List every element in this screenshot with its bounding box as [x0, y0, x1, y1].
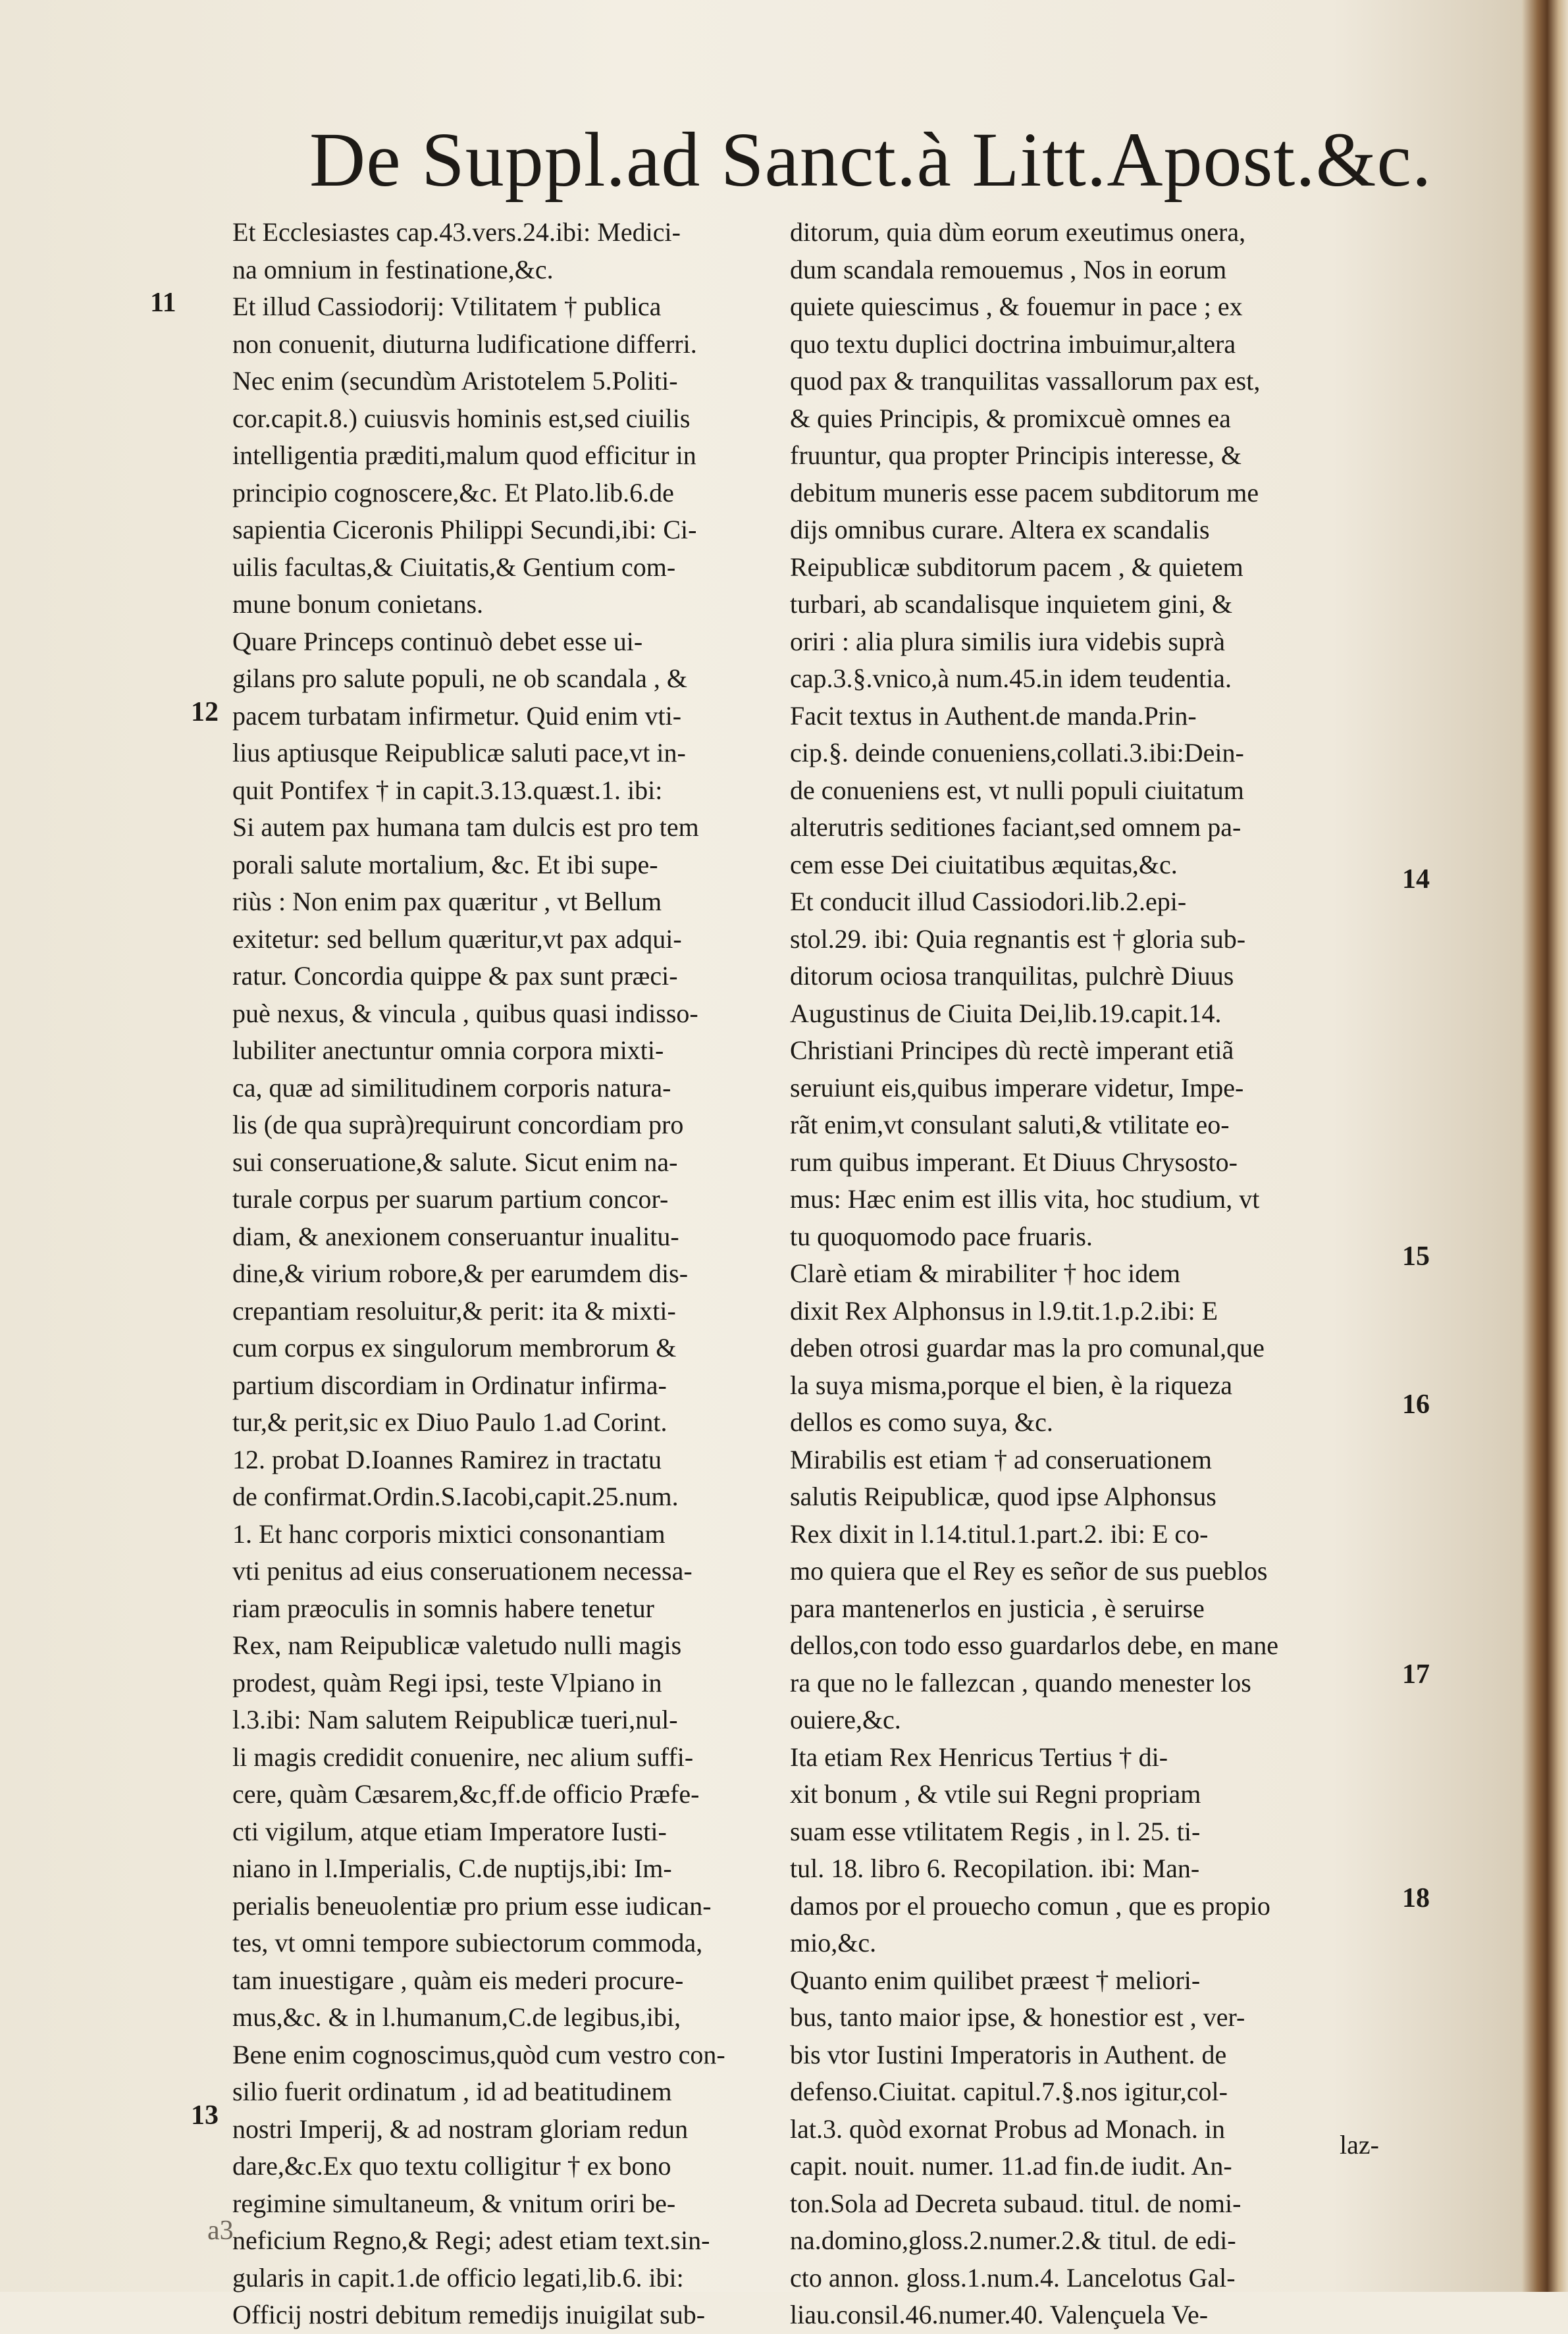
text-line: suam esse vtilitatem Regis , in l. 25. ti- — [790, 1816, 1201, 1846]
text-line: mune bonum conietans. — [232, 589, 484, 619]
text-line: stol.29. ibi: Quia regnantis est † gloria sub- — [790, 923, 1246, 954]
margin-number-18: 18 — [1402, 1883, 1430, 1913]
text-line: mus: Hæc enim est illis vita, hoc studium, vt — [790, 1184, 1260, 1214]
text-line: l.3.ibi: Nam salutem Reipublicæ tueri,nul- — [232, 1705, 678, 1734]
margin-number-17: 17 — [1402, 1659, 1430, 1690]
text-line: Mirabilis est etiam † ad conseruationem — [790, 1444, 1212, 1474]
text-line: cti vigilum, atque etiam Imperatore Iusti- — [232, 1816, 667, 1846]
page-header-title: De Suppl.ad Sanct.à Litt.Apost.&c. — [309, 117, 1432, 203]
text-line: fruuntur, qua propter Principis interesse, & — [790, 440, 1242, 470]
text-line: damos por el prouecho comun , que es propio — [790, 1890, 1270, 1921]
left-text-column — [232, 214, 812, 2334]
book-spine-shadow — [1522, 0, 1568, 2292]
text-line: tam inuestigare , quàm eis mederi procure- — [232, 1965, 684, 1995]
text-line: crepantiam resoluitur,& perit: ita & mixti- — [232, 1295, 676, 1326]
text-line: la suya misma,porque el bien, è la riqueza — [790, 1370, 1232, 1400]
text-line: prodest, quàm Regi ipsi, teste Vlpiano in — [232, 1667, 662, 1698]
text-line: Bene enim cognoscimus,quòd cum vestro con- — [232, 2039, 725, 2069]
text-line: vti penitus ad eius conseruationem necessa- — [232, 1556, 693, 1586]
text-line: cere, quàm Cæsarem,&c,ff.de officio Præfe- — [232, 1779, 700, 1809]
text-line: riùs : Non enim pax quæritur , vt Bellum — [232, 887, 662, 916]
right-text-column — [790, 214, 1392, 2334]
text-line: tul. 18. libro 6. Recopilation. ibi: Man- — [790, 1854, 1200, 1883]
text-line: non conuenit, diuturna ludificatione differri. — [232, 328, 697, 359]
margin-number-16: 16 — [1402, 1389, 1430, 1420]
text-line: Officij nostri debitum remedijs inuigilat sub- — [232, 2300, 706, 2329]
text-line: na omnium in festinatione,&c. — [232, 254, 554, 284]
text-line: 12. probat D.Ioannes Ramirez in tractatu — [232, 1444, 662, 1474]
text-line: silio fuerit ordinatum , id ad beatitudinem — [232, 2077, 672, 2106]
text-line: liau.consil.46.numer.40. Valençuela Ve- — [790, 2300, 1209, 2329]
text-line: neficium Regno,& Regi; adest etiam text.sin- — [232, 2225, 710, 2255]
text-line: de confirmat.Ordin.S.Iacobi,capit.25.num. — [232, 1482, 679, 1511]
text-line: tu quoquomodo pace fruaris. — [790, 1221, 1093, 1251]
text-line: pacem turbatam infirmetur. Quid enim vti- — [232, 700, 682, 731]
text-line: 1. Et hanc corporis mixtici consonantiam — [232, 1518, 666, 1549]
text-line: alterutris seditiones faciant,sed omnem pa- — [790, 812, 1241, 842]
text-line: perialis beneuolentiæ pro prium esse iudican- — [232, 1890, 712, 1921]
text-line: Reipublicæ subditorum pacem , & quietem — [790, 552, 1243, 582]
text-line: debitum muneris esse pacem subditorum me — [790, 477, 1259, 507]
text-line: para mantenerlos en justicia , è seruirse — [790, 1593, 1205, 1623]
text-line: oriri : alia plura similis iura videbis suprà — [790, 626, 1225, 656]
text-line: cor.capit.8.) cuiusvis hominis est,sed ciuilis — [232, 403, 691, 433]
text-line: bus, tanto maior ipse, & honestior est , ver- — [790, 2002, 1245, 2032]
text-line: sui conseruatione,& salute. Sicut enim na- — [232, 1147, 678, 1177]
text-line: turale corpus per suarum partium concor- — [232, 1184, 669, 1214]
text-line: Quare Princeps continuò debet esse ui- — [232, 626, 643, 656]
text-line: Si autem pax humana tam dulcis est pro tem — [232, 812, 699, 842]
text-line: tur,& perit,sic ex Diuo Paulo 1.ad Corint. — [232, 1407, 667, 1437]
text-line: Christiani Principes dù rectè imperant etiã — [790, 1035, 1234, 1065]
text-line: ratur. Concordia quippe & pax sunt præci- — [232, 961, 678, 991]
margin-number-15: 15 — [1402, 1241, 1430, 1272]
text-line: dellos es como suya, &c. — [790, 1407, 1053, 1437]
text-line: sapientia Ciceronis Philippi Secundi,ibi: Ci- — [232, 515, 697, 544]
text-line: lis (de qua suprà)requirunt concordiam pro — [232, 1110, 684, 1139]
text-line: cem esse Dei ciuitatibus æquitas,&c. — [790, 849, 1178, 879]
text-line: porali salute mortalium, &c. Et ibi supe- — [232, 849, 658, 879]
margin-number-12: 12 — [191, 697, 219, 727]
text-line: quo textu duplici doctrina imbuimur,altera — [790, 328, 1236, 359]
text-line: quit Pontifex † in capit.3.13.quæst.1. ibi: — [232, 775, 663, 805]
text-line: de conueniens est, vt nulli populi ciuitatum — [790, 775, 1244, 805]
text-line: cto annon. gloss.1.num.4. Lancelotus Gal- — [790, 2262, 1236, 2293]
text-line: na.domino,gloss.2.numer.2.& titul. de edi- — [790, 2225, 1236, 2255]
text-line: mio,&c. — [790, 1928, 877, 1958]
text-line: xit bonum , & vtile sui Regni propriam — [790, 1779, 1201, 1809]
text-line: salutis Reipublicæ, quod ipse Alphonsus — [790, 1482, 1216, 1511]
text-line: puè nexus, & vincula , quibus quasi indisso- — [232, 998, 698, 1028]
text-line: ditorum ociosa tranquilitas, pulchrè Diuus — [790, 961, 1234, 991]
text-line: deben otrosi guardar mas la pro comunal,que — [790, 1333, 1265, 1362]
text-line: lius aptiusque Reipublicæ saluti pace,vt in- — [232, 738, 686, 767]
text-line: Quanto enim quilibet præest † meliori- — [790, 1965, 1201, 1995]
margin-number-14: 14 — [1402, 864, 1430, 895]
text-line: principio cognoscere,&c. Et Plato.lib.6.de — [232, 477, 674, 507]
text-line: lubiliter anectuntur omnia corpora mixti- — [232, 1035, 664, 1065]
text-line: capit. nouit. numer. 11.ad fin.de iudit. An- — [790, 2151, 1232, 2181]
text-line: Et conducit illud Cassiodori.lib.2.epi- — [790, 887, 1187, 916]
text-line: nostri Imperij, & ad nostram gloriam redun — [232, 2114, 689, 2144]
text-line: dare,&c.Ex quo textu colligitur † ex bono — [232, 2151, 671, 2181]
text-line: bis vtor Iustini Imperatoris in Authent. de — [790, 2039, 1227, 2069]
text-line: seruiunt eis,quibus imperare videtur, Impe- — [790, 1072, 1244, 1102]
text-line: riam præoculis in somnis habere tenetur — [232, 1593, 654, 1623]
text-line: Ita etiam Rex Henricus Tertius † di- — [790, 1742, 1168, 1772]
text-line: ditorum, quia dùm eorum exeutimus onera, — [790, 217, 1246, 247]
text-line: ca, quæ ad similitudinem corporis natura- — [232, 1072, 671, 1102]
text-line: & quies Principis, & promixcuè omnes ea — [790, 403, 1231, 433]
text-line: Rex dixit in l.14.titul.1.part.2. ibi: E co- — [790, 1518, 1209, 1549]
text-line: gularis in capit.1.de officio legati,lib.6. ibi: — [232, 2262, 684, 2293]
signature-mark: a3 — [207, 2216, 234, 2246]
text-line: exitetur: sed bellum quæritur,vt pax adqui- — [232, 923, 682, 954]
text-line: ton.Sola ad Decreta subaud. titul. de nomi- — [790, 2188, 1241, 2218]
margin-number-13: 13 — [191, 2100, 219, 2131]
text-line: tes, vt omni tempore subiectorum commoda, — [232, 1928, 703, 1958]
text-line: Facit textus in Authent.de manda.Prin- — [790, 700, 1197, 731]
text-line: Augustinus de Ciuita Dei,lib.19.capit.14. — [790, 998, 1222, 1028]
text-line: gilans pro salute populi, ne ob scandala , & — [232, 663, 687, 693]
text-line: rãt enim,vt consulant saluti,& vtilitate eo- — [790, 1110, 1230, 1139]
text-line: quiete quiescimus , & fouemur in pace ; ex — [790, 292, 1243, 321]
text-line: turbari, ab scandalisque inquietem gini, & — [790, 589, 1233, 619]
text-line: quod pax & tranquilitas vassallorum pax est, — [790, 366, 1261, 396]
text-line: defenso.Ciuitat. capitul.7.§.nos igitur,col- — [790, 2077, 1228, 2106]
text-line: cap.3.§.vnico,à num.45.in idem teudentia. — [790, 663, 1232, 693]
text-line: li magis credidit conuenire, nec alium suffi- — [232, 1742, 694, 1772]
text-line: Et illud Cassiodorij: Vtilitatem † publica — [232, 292, 662, 321]
text-line: lat.3. quòd exornat Probus ad Monach. in — [790, 2114, 1225, 2144]
margin-number-11: 11 — [150, 288, 176, 318]
text-line: niano in l.Imperialis, C.de nuptijs,ibi: Im- — [232, 1854, 672, 1883]
text-line: partium discordiam in Ordinatur infirma- — [232, 1370, 667, 1400]
catchword: laz- — [1340, 2130, 1379, 2160]
text-line: uilis facultas,& Ciuitatis,& Gentium com- — [232, 552, 676, 582]
text-line: rum quibus imperant. Et Diuus Chrysosto- — [790, 1147, 1238, 1177]
text-line: dum scandala remouemus , Nos in eorum — [790, 254, 1227, 284]
text-line: ouiere,&c. — [790, 1705, 901, 1734]
text-line: Nec enim (secundùm Aristotelem 5.Politi- — [232, 366, 678, 396]
text-line: Clarè etiam & mirabiliter † hoc idem — [790, 1258, 1181, 1288]
text-line: mo quiera que el Rey es señor de sus pueblos — [790, 1556, 1268, 1586]
text-line: dixit Rex Alphonsus in l.9.tit.1.p.2.ibi: E — [790, 1295, 1218, 1326]
text-line: cip.§. deinde conueniens,collati.3.ibi:Dein- — [790, 738, 1244, 767]
text-line: intelligentia præditi,malum quod efficitur in — [232, 440, 696, 470]
text-line: Et Ecclesiastes cap.43.vers.24.ibi: Medici- — [232, 217, 681, 247]
text-line: mus,&c. & in l.humanum,C.de legibus,ibi, — [232, 2002, 681, 2032]
text-line: dellos,con todo esso guardarlos debe, en mane — [790, 1630, 1279, 1660]
text-line: cum corpus ex singulorum membrorum & — [232, 1333, 677, 1362]
text-line: diam, & anexionem conseruantur inualitu- — [232, 1221, 679, 1251]
text-line: ra que no le fallezcan , quando menester los — [790, 1667, 1251, 1698]
text-line: Rex, nam Reipublicæ valetudo nulli magis — [232, 1630, 682, 1660]
text-line: regimine simultaneum, & vnitum oriri be- — [232, 2188, 676, 2218]
text-line: dijs omnibus curare. Altera ex scandalis — [790, 515, 1210, 544]
text-line: dine,& virium robore,& per earumdem dis- — [232, 1258, 689, 1288]
